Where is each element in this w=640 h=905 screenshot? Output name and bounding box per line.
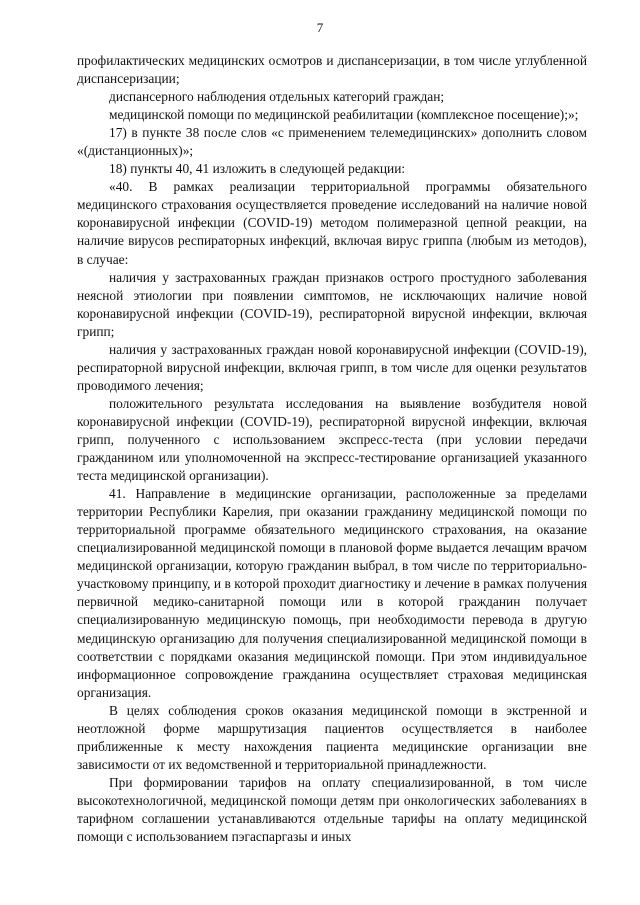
paragraph-11: В целях соблюдения сроков оказания медицинской помощи в экстренной и неотложной форме маршрутизация пациентов осуществляется в наиболее приближенные к месту нахождения пациента медицинские организации вне зависимости от их ведомственной и территориальной принадлежности. <box>77 702 587 772</box>
paragraph-7: наличия у застрахованных граждан признаков острого простудного заболевания неясной этиологии при появлении симптомов, не исключающих наличие новой коронавирусной инфекции (COVID-19), респираторной вирусной инфекции, включая грипп; <box>77 269 587 339</box>
paragraph-8: наличия у застрахованных граждан новой коронавирусной инфекции (COVID-19), респираторной вирусной инфекции, включая грипп, в том числе для оценки результатов проводимого лечения; <box>77 341 587 393</box>
paragraph-9: положительного результата исследования на выявление возбудителя новой коронавирусной инфекции (COVID-19), респираторной вирусной инфекции, включая грипп, полученного с использованием экспресс-теста (при условии передачи гражданином или уполномоченной на экспресс-тестирование организацией указанного теста медицинской организации). <box>77 395 587 484</box>
paragraph-12: При формировании тарифов на оплату специализированной, в том числе высокотехнологичной, медицинской помощи детям при онкологических заболеваниях в тарифном соглашении устанавливаются отдельные тарифы на оплату медицинской помощи с использованием пэгаспаргазы и иных <box>77 774 587 845</box>
paragraph-10: 41. Направление в медицинские организации, расположенные за пределами территории Республики Карелия, при оказании гражданину медицинской помощи по территориальной программе обязательного медицинского страхования, на оказание специализированной медицинской помощи в плановой форме выдается лечащим врачом медицинской организации, которую гражданин выбрал, в том числе по территориально-участковому принципу, и в которой проходит диагностику и лечение в рамках получения первичной медико-санитарной помощи или в которой гражданин получает специализированную медицинскую помощь, при необходимости перевода в другую медицинскую организацию для получения специализированной медицинской помощи в соответствии с порядками оказания медицинской помощи. При этом индивидуальное информационное сопровождение гражданина осуществляет страховая медицинская организация. <box>77 486 587 700</box>
paragraph-4: 17) в пункте 38 после слов «с применением телемедицинских» дополнить словом «(дистанционных)»; <box>77 125 587 159</box>
paragraph-5: 18) пункты 40, 41 изложить в следующей редакции: <box>109 161 406 177</box>
paragraph-6: «40. В рамках реализации территориальной программы обязательного медицинского страхования осуществляется проведение исследований на наличие новой коронавирусной инфекции (COVID-19) методом полимеразной цепной реакции, на наличие вирусов респираторных инфекций, включая вирус гриппа (любым из методов), в случае: <box>77 179 587 267</box>
document-body <box>77 52 587 846</box>
paragraph-1: профилактических медицинских осмотров и диспансеризации, в том числе углубленной диспансеризации; <box>77 53 587 87</box>
paragraph-2: диспансерного наблюдения отдельных категорий граждан; <box>109 89 445 105</box>
paragraph-3: медицинской помощи по медицинской реабилитации (комплексное посещение);»; <box>109 107 579 123</box>
page-number: 7 <box>316 20 324 35</box>
